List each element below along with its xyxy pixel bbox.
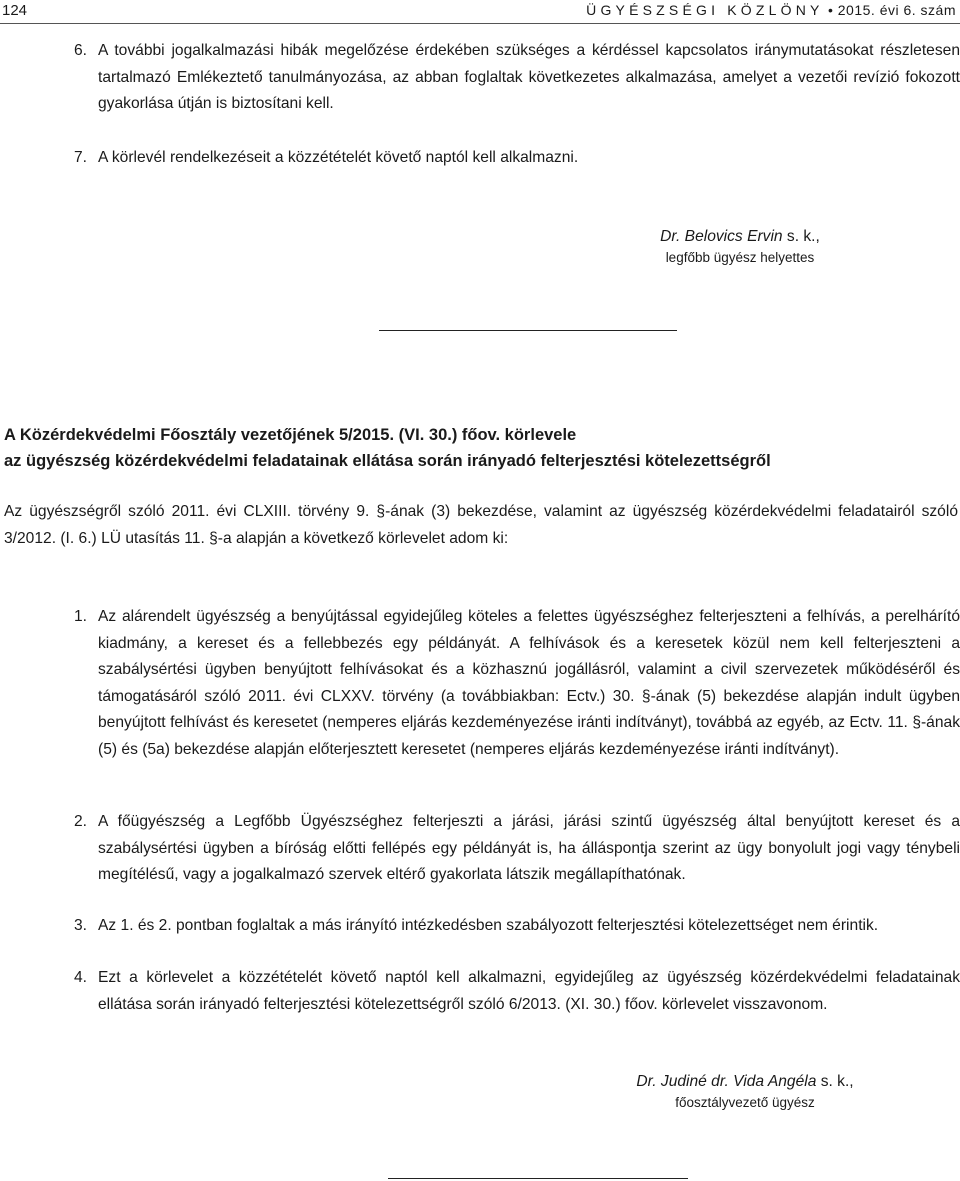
circular-title-line-2: az ügyészség közérdekvédelmi feladatainak ellátása során irányadó felterjesztési kötelezettségről [4, 452, 771, 470]
circular-title-line-1: A Közérdekvédelmi Főosztály vezetőjének 5/2015. (VI. 30.) főov. körlevele [4, 426, 577, 444]
signatory-name-line [640, 226, 840, 248]
signature-block [640, 226, 840, 268]
page-header [0, 0, 960, 22]
page-number: 124 [2, 2, 28, 19]
item-number: 3. [74, 917, 88, 934]
previous-item-6 [74, 38, 960, 118]
journal-header [586, 2, 956, 18]
journal-title: ÜGYÉSZSÉGI KÖZLÖNY [586, 2, 824, 18]
item-text: A főügyészség a Legfőbb Ügyészséghez felterjeszti a járási, járási szintű ügyészség által benyújtott kereset és a szabálysértési ügyben a bíróság előtti fellépés egy példányát is, ha álláspontja szerint az ügy bonyolult jogi vagy ténybeli megítélésű, vagy a jogalkalmazó szervek eltérő gyakorlata látszik megállapíthatónak. [98, 813, 960, 883]
item-number: 7. [74, 149, 88, 166]
separator-line [379, 330, 677, 331]
circular-title [4, 422, 960, 474]
signatory-role: főosztályvezető ügyész [675, 1095, 815, 1110]
item-text: A további jogalkalmazási hibák megelőzése érdekében szükséges a kérdéssel kapcsolatos iránymutatásokat részletesen tartalmazó Emlékeztető tanulmányozása, az abban foglaltak következetes alkalmazása, amelyet a vezetői revízió fokozott gyakorlása útján is biztosítani kell. [98, 42, 960, 112]
signatory-suffix: s. k., [782, 228, 820, 245]
circular-intro: Az ügyészségről szóló 2011. évi CLXIII. törvény 9. §-ának (3) bekezdése, valamint az ügyészség közérdekvédelmi feladatairól szóló 3/2012. (I. 6.) LÜ utasítás 11. §-a alapján a következő körlevelet adom ki: [4, 503, 958, 547]
circular-item-1 [74, 604, 960, 763]
signatory-name-line [620, 1071, 870, 1093]
item-number: 1. [74, 608, 88, 625]
item-number: 6. [74, 42, 88, 59]
header-bullet: • [827, 2, 834, 18]
separator-line [388, 1178, 688, 1179]
item-number: 4. [74, 969, 88, 986]
header-rule [0, 23, 960, 24]
circular-item-4 [74, 965, 960, 1018]
item-text: Az 1. és 2. pontban foglaltak a más irányító intézkedésben szabályozott felterjesztési kötelezettséget nem érintik. [98, 917, 879, 934]
signatory-name: Dr. Belovics Ervin [660, 228, 783, 245]
item-text: Ezt a körlevelet a közzétételét követő naptól kell alkalmazni, egyidejűleg az ügyészség közérdekvédelmi feladatainak ellátása során irányadó felterjesztési kötelezettségről szóló 6/2013. (XI. 30.) főov. körlevelet visszavonom. [98, 969, 960, 1013]
previous-item-7 [74, 145, 960, 172]
item-text: Az alárendelt ügyészség a benyújtással egyidejűleg köteles a felettes ügyészséghez felterjeszteni a felhívás, a perelhárító kiadmány, a kereset és a fellebbezés egy példányát. A felhívások és a keresetek közül nem kell felterjeszteni a szabálysértési ügyben benyújtott felhívásokat és a közhasznú jogállásról, valamint a civil szervezetek működéséről és támogatásáról szóló 2011. évi CLXXV. törvény (a továbbiakban: Ectv.) 30. §-ának (5) bekezdése alapján indult ügyben benyújtott felhívást és keresetet (nemperes eljárás kezdeményezése iránti indítványt), továbbá az egyéb, az Ectv. 11. §-ának (5) és (5a) bekezdése alapján előterjesztett keresetet (nemperes eljárás kezdeményezése iránti indítványt). [98, 608, 960, 758]
signatory-name: Dr. Judiné dr. Vida Angéla [636, 1073, 817, 1090]
signatory-suffix: s. k., [816, 1073, 854, 1090]
issue-label: 2015. évi 6. szám [837, 2, 956, 18]
signature-block [620, 1071, 870, 1113]
item-number: 2. [74, 813, 88, 830]
circular-item-3 [74, 913, 960, 940]
item-text: A körlevél rendelkezéseit a közzétételét követő naptól kell alkalmazni. [98, 149, 579, 166]
signatory-role: legfőbb ügyész helyettes [665, 250, 815, 265]
circular-item-2 [74, 809, 960, 889]
